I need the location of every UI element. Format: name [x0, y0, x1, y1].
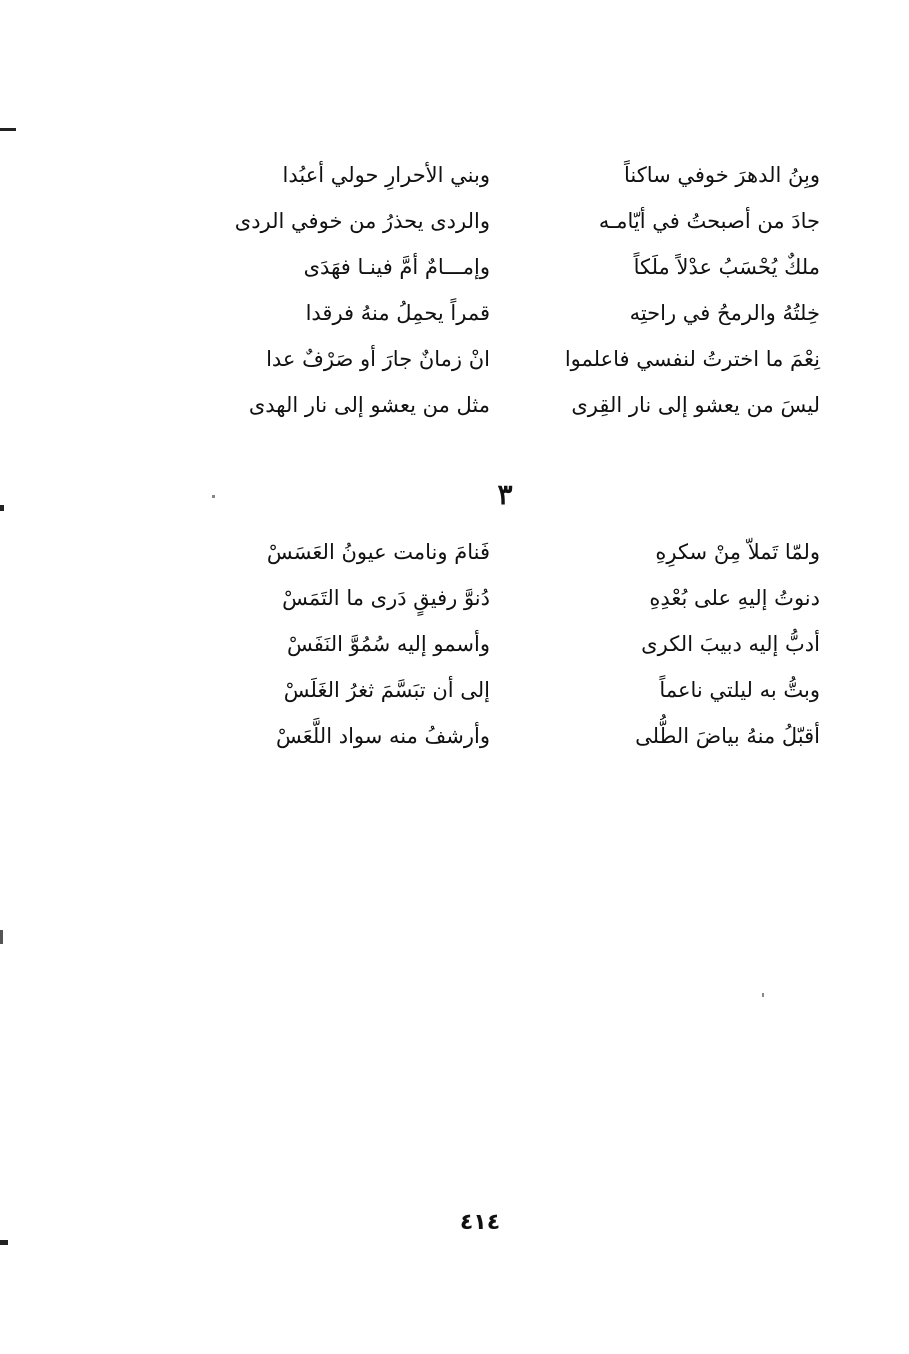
hemistich-second: مثل من يعشو إلى نار الهدى: [248, 393, 490, 417]
margin-mark: [0, 930, 3, 944]
verse-line: [190, 535, 820, 581]
hemistich-second: والردى يحذرُ من خوفي الردى: [234, 209, 490, 233]
hemistich-first: أدبُّ إليه دبيبَ الكرى: [641, 632, 820, 656]
hemistich-second: قمراً يحمِلُ منهُ فرقدا: [305, 301, 490, 325]
verse-line: [190, 158, 820, 204]
hemistich-first: وبتُّ به ليلتي ناعماً: [659, 678, 820, 702]
hemistich-second: وإمـــامٌ أمَّ فينـا فهَدَى: [303, 255, 490, 279]
verse-line: [190, 627, 820, 673]
hemistich-first: دنوتُ إليهِ على بُعْدِهِ: [649, 586, 820, 610]
hemistich-first: ملكٌ يُحْسَبُ عدْلاً ملَكاً: [633, 255, 820, 279]
print-speck: [212, 495, 215, 498]
hemistich-first: نِعْمَ ما اخترتُ لنفسي فاعلموا: [564, 347, 820, 371]
hemistich-first: خِلتُهُ والرمحُ في راحتِه: [629, 301, 820, 325]
verse-line: [190, 719, 820, 765]
page-number: ٤١٤: [459, 1210, 501, 1235]
section-number: ٣: [497, 478, 513, 511]
hemistich-first: ليسَ من يعشو إلى نار القِرى: [571, 393, 820, 417]
verse-line: [190, 342, 820, 388]
hemistich-first: أقبّلُ منهُ بياضَ الطُّلى: [635, 724, 820, 748]
hemistich-second: وبني الأحرارِ حولي أعبُدا: [282, 163, 490, 187]
hemistich-second: وأسمو إليه سُمُوَّ النَفَسْ: [287, 632, 490, 656]
hemistich-second: إلى أن تبَسَّمَ ثغرُ الغَلَسْ: [283, 678, 490, 702]
verse-line: [190, 581, 820, 627]
hemistich-first: وبِنُ الدهرَ خوفي ساكناً: [623, 163, 820, 187]
print-speck: [762, 993, 764, 997]
verse-line: [190, 388, 820, 434]
verse-line: [190, 204, 820, 250]
verse-line: [190, 673, 820, 719]
margin-mark: [0, 505, 4, 511]
verse-line: [190, 296, 820, 342]
hemistich-first: جادَ من أصبحتُ في أيّامـه: [598, 209, 820, 233]
margin-mark: [0, 128, 16, 131]
poem-section-1: [190, 158, 820, 434]
hemistich-second: انْ زمانٌ جارَ أو صَرْفٌ عدا: [266, 347, 490, 371]
hemistich-first: ولمّا تَملاّ مِنْ سكرِهِ: [655, 540, 820, 564]
verse-line: [190, 250, 820, 296]
hemistich-second: فَنامَ ونامت عيونُ العَسَسْ: [266, 540, 490, 564]
hemistich-second: دُنوَّ رفيقٍ دَرى ما التَمَسْ: [282, 586, 490, 610]
poem-section-2: [190, 535, 820, 765]
margin-mark: [0, 1240, 8, 1245]
hemistich-second: وأرشفُ منه سواد اللَّعَسْ: [275, 724, 490, 748]
